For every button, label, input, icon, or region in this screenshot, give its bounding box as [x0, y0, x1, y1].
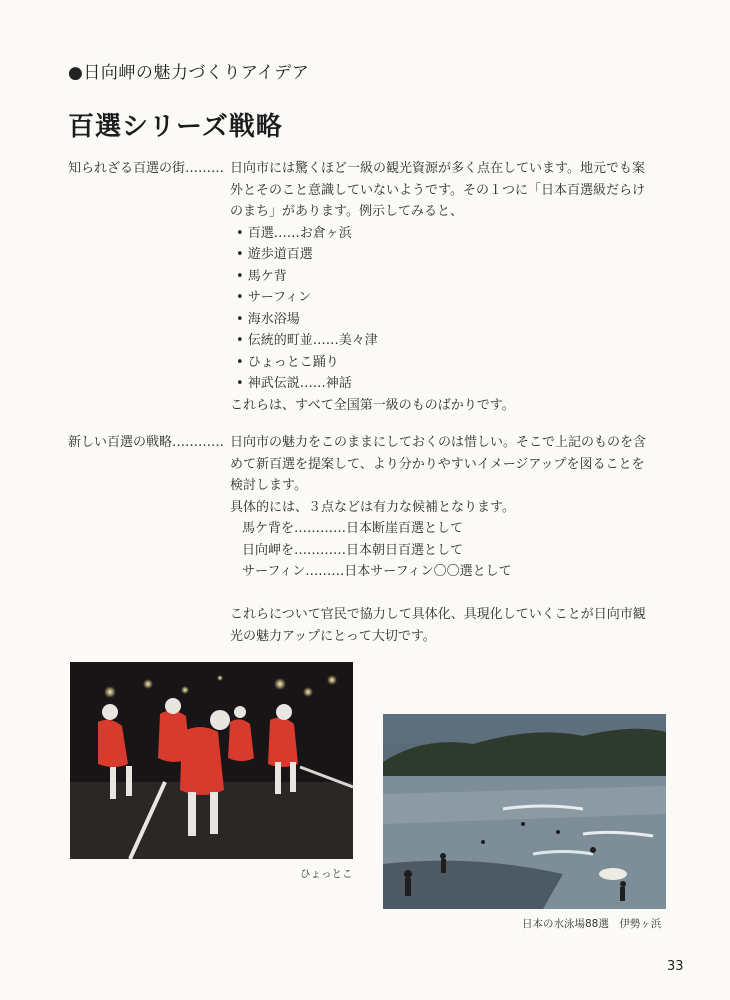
list-item: • 遊歩道百選 — [236, 247, 313, 262]
section-label: 新しい百選の戦略………… — [68, 435, 225, 450]
list-item: • 馬ケ背 — [236, 268, 287, 284]
festival-dancers-photo — [70, 662, 353, 859]
list-item: • 海水浴場 — [236, 311, 300, 327]
proposal-item: 馬ケ背を…………日本断崖百選として — [242, 521, 464, 536]
list-item: • サーフィン — [236, 290, 312, 305]
list-item: • 伝統的町並……美々津 — [236, 333, 378, 348]
list-item: • 神武伝説……神話 — [236, 376, 352, 391]
paragraph-line: これらについて官民で協力して具体化、具現化していくことが日向市観 — [230, 607, 646, 622]
paragraph-line: これらは、すべて全国第一級のものばかりです。 — [230, 397, 515, 413]
proposal-item: 日向岬を…………日本朝日百選として — [242, 542, 464, 558]
proposal-item: サーフィン………日本サーフィン〇〇選として — [242, 564, 512, 579]
section-known-hundred — [68, 158, 678, 416]
paragraph-line: めて新百選を提案して、より分かりやすいイメージアップを図ることを — [230, 456, 645, 472]
beach-photo — [383, 714, 666, 909]
paragraph-line: 外とそのこと意識していないようです。その１つに「日本百選級だらけ — [230, 182, 645, 198]
section-new-hundred-strategy — [68, 432, 678, 647]
paragraph-line: 検討します。 — [230, 478, 307, 493]
section-subtitle: ●日向岬の魅力づくりアイデア — [68, 63, 310, 83]
photo-caption: ひょっとこ — [300, 868, 353, 880]
photo-caption: 日本の水泳場88選 伊勢ヶ浜 — [522, 918, 662, 930]
paragraph-line: 日向市には驚くほど一級の観光資源が多く点在しています。地元でも案 — [230, 161, 645, 176]
page-number: 33 — [667, 959, 684, 974]
page-title: 百選シリーズ戦略 — [68, 112, 283, 142]
section-label: 知られざる百選の街……… — [68, 161, 225, 176]
list-item: • 百選……お倉ヶ浜 — [236, 225, 352, 241]
paragraph-line: のまち」があります。例示してみると、 — [230, 204, 463, 219]
paragraph-line: 具体的には、３点などは有力な候補となります。 — [230, 499, 515, 515]
list-item: • ひょっとこ踊り — [236, 354, 339, 370]
paragraph-line: 光の魅力アップにとって大切です。 — [230, 628, 436, 644]
paragraph-line: 日向市の魅力をこのままにしておくのは惜しい。そこで上記のものを含 — [230, 435, 647, 450]
